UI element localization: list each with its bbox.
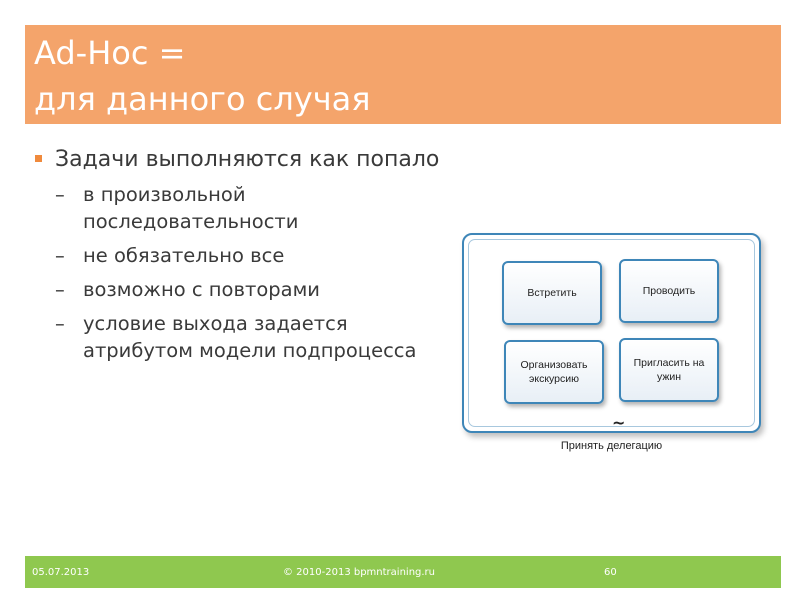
adhoc-subprocess-diagram (462, 233, 761, 433)
task-organize-tour: Организовать экскурсию (504, 340, 604, 404)
sub-bullet-list (32, 181, 452, 364)
slide-title-line-2: для данного случая (34, 80, 371, 118)
bullet-square-icon (35, 155, 42, 162)
sub-bullet-text: возможно с повторами (83, 278, 320, 301)
sub-bullet-text: не обязательно все (83, 244, 285, 267)
title-bar (25, 25, 781, 124)
dash-icon: – (55, 278, 65, 301)
task-see-off: Проводить (619, 259, 719, 323)
sub-bullet-text: в произвольной последовательности (83, 183, 299, 233)
footer-page-number: 60 (604, 567, 617, 578)
sub-bullet (55, 181, 452, 235)
task-invite-dinner: Пригласить на ужин (619, 338, 719, 402)
slide-title-line-1: Ad-Hoc = (34, 34, 186, 72)
dash-icon: – (55, 312, 65, 335)
sub-bullet (55, 276, 452, 303)
bullet-main-text: Задачи выполняются как попало (55, 147, 440, 172)
footer-copyright: © 2010-2013 bpmntraining.ru (283, 567, 436, 578)
bullet-list (32, 146, 452, 371)
task-meet: Встретить (502, 261, 602, 325)
adhoc-tilde-icon: ~ (612, 413, 626, 432)
bullet-main (32, 146, 452, 174)
sub-bullet (55, 310, 452, 364)
dash-icon: – (55, 183, 65, 206)
dash-icon: – (55, 244, 65, 267)
sub-bullet-text: условие выхода задается атрибутом модели подпроцесса (83, 312, 417, 362)
footer-date: 05.07.2013 (32, 567, 90, 578)
footer-bar (25, 556, 781, 588)
sub-bullet (55, 242, 452, 269)
diagram-caption: Принять делегацию (560, 440, 663, 452)
